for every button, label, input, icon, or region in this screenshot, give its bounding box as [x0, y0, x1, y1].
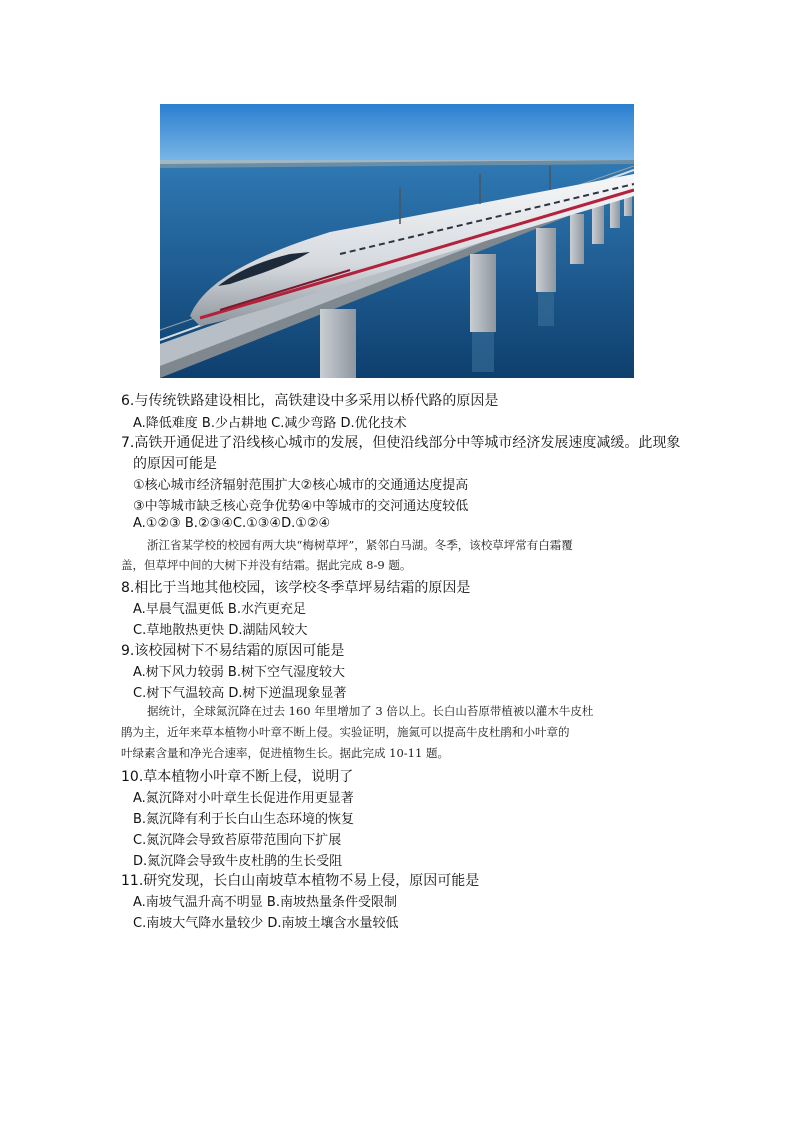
q7-options: A.①②③ B.②③④C.①③④D.①②④	[133, 516, 331, 531]
q11-options-line1: A.南坡气温升高不明显 B.南坡热量条件受限制	[133, 895, 397, 910]
q9-options-line1: A.树下风力较弱 B.树下空气湿度较大	[133, 665, 345, 680]
q9-options-line2: C.树下气温较高 D.树下逆温现象显著	[133, 686, 347, 701]
q6-options: A.降低难度 B.少占耕地 C.减少弯路 D.优化技术	[133, 416, 407, 431]
q7-item-line1: ①核心城市经济辐射范围扩大②核心城市的交通通达度提高	[133, 478, 469, 493]
q10-stem: 10.草本植物小叶章不断上侵，说明了	[121, 769, 354, 785]
q9-stem: 9.该校园树下不易结霜的原因可能是	[121, 643, 345, 659]
intro-8-9-line2: 盖，但草坪中间的大树下并没有结霜。据此完成 8-9 题。	[121, 558, 412, 572]
q11-stem: 11.研究发现，长白山南坡草本植物不易上侵，原因可能是	[121, 873, 480, 889]
q7-stem-line2: 的原因可能是	[133, 456, 217, 472]
q8-options-line1: A.早晨气温更低 B.水汽更充足	[133, 602, 306, 617]
q10-option-d: D.氮沉降会导致牛皮杜鹃的生长受阻	[133, 854, 343, 869]
intro-10-11-line1: 据统计，全球氮沉降在过去 160 年里增加了 3 倍以上。长白山苔原带植被以灌木牛皮杜	[147, 704, 594, 718]
q6-stem: 6.与传统铁路建设相比，高铁建设中多采用以桥代路的原因是	[121, 393, 499, 409]
q11-options-line2: C.南坡大气降水量较少 D.南坡土壤含水量较低	[133, 916, 399, 931]
q10-option-b: B.氮沉降有利于长白山生态环境的恢复	[133, 812, 355, 827]
intro-8-9-line1: 浙江省某学校的校园有两大块“梅树草坪”，紧邻白马湖。冬季，该校草坪常有白霜覆	[147, 538, 573, 552]
q10-option-a: A.氮沉降对小叶章生长促进作用更显著	[133, 791, 354, 806]
intro-10-11-line3: 叶绿素含量和净光合速率，促进植物生长。据此完成 10-11 题。	[121, 746, 449, 760]
q7-stem-line1: 7.高铁开通促进了沿线核心城市的发展，但使沿线部分中等城市经济发展速度减缓。此现象	[121, 435, 681, 451]
q8-stem: 8.相比于当地其他校园，该学校冬季草坪易结霜的原因是	[121, 580, 471, 596]
q7-item-line2: ③中等城市缺乏核心竞争优势④中等城市的交河通达度较低	[133, 499, 469, 514]
q8-options-line2: C.草地散热更快 D.湖陆风较大	[133, 623, 308, 638]
train-photo	[160, 104, 634, 378]
intro-10-11-line2: 鹃为主，近年来草本植物小叶章不断上侵。实验证明，施氮可以提高牛皮杜鹃和小叶章的	[121, 725, 570, 739]
q10-option-c: C.氮沉降会导致苔原带范围向下扩展	[133, 833, 342, 848]
